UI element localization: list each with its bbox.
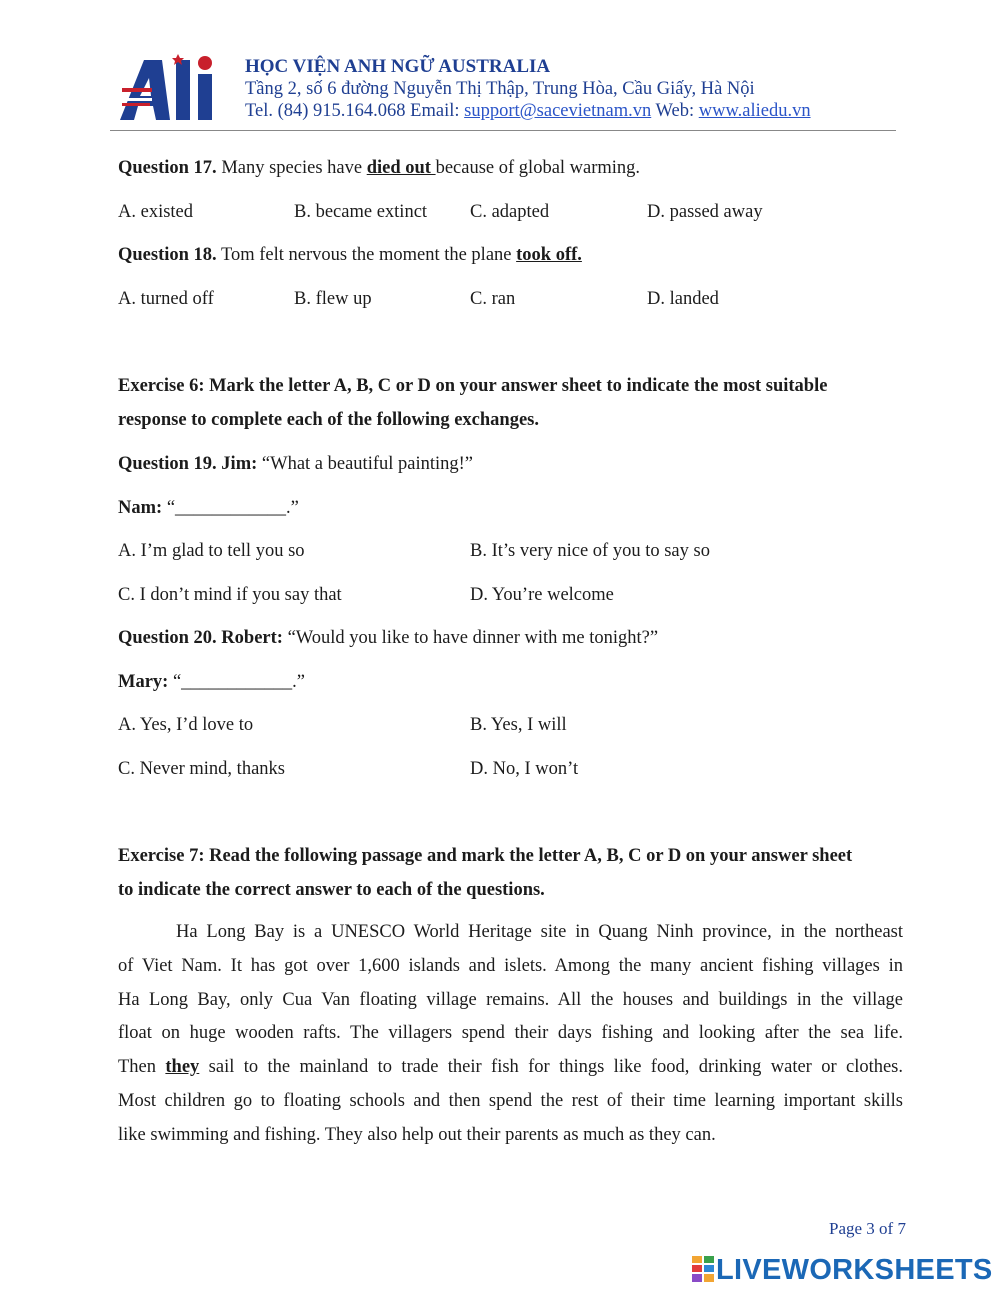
liveworksheets-brand: LIVEWORKSHEETS bbox=[716, 1254, 993, 1286]
q18-option-b[interactable]: B. flew up bbox=[294, 289, 372, 309]
passage-line-1: Ha Long Bay is a UNESCO World Heritage site in Quang Ninh province, in the northeast bbox=[176, 922, 903, 942]
question-18 bbox=[118, 243, 582, 267]
logo bbox=[118, 50, 223, 125]
page-number: Page 3 of 7 bbox=[829, 1219, 906, 1238]
q20-option-b[interactable]: B. Yes, I will bbox=[470, 715, 567, 735]
question-19-reply bbox=[118, 496, 299, 520]
question-20-label: Question 20. Robert: bbox=[118, 628, 283, 648]
tel-label: Tel. (84) 915.164.068 Email: bbox=[245, 101, 465, 121]
q20-option-c[interactable]: C. Never mind, thanks bbox=[118, 759, 285, 779]
passage-line-5-end: sail to the mainland to trade their fish for things like food, drinking water or clothes. bbox=[199, 1057, 904, 1078]
q17-option-d[interactable]: D. passed away bbox=[647, 202, 763, 222]
q18-option-a[interactable]: A. turned off bbox=[118, 289, 214, 309]
question-20-blank: “____________.” bbox=[168, 672, 306, 692]
passage-line-7: like swimming and fishing. They also help out their parents as much as they can. bbox=[118, 1124, 716, 1145]
institute-address: Tầng 2, số 6 đường Nguyễn Thị Thập, Trung Hòa, Cầu Giấy, Hà Nội bbox=[245, 79, 755, 99]
question-19-text: “What a beautiful painting!” bbox=[257, 454, 474, 474]
question-19 bbox=[118, 452, 473, 476]
q19-option-b[interactable]: B. It’s very nice of you to say so bbox=[470, 541, 710, 561]
q19-option-c[interactable]: C. I don’t mind if you say that bbox=[118, 585, 342, 605]
passage-line-3: Ha Long Bay, only Cua Van floating village remains. All the houses and buildings in the village bbox=[118, 989, 903, 1010]
passage-line-4: float on huge wooden rafts. The villagers spend their days fishing and looking after the sea life. bbox=[118, 1023, 903, 1044]
header-divider bbox=[110, 130, 896, 131]
question-18-text: Tom felt nervous the moment the plane bbox=[216, 245, 517, 265]
question-17 bbox=[118, 156, 640, 180]
web-link[interactable]: www.aliedu.vn bbox=[698, 101, 811, 121]
q17-option-c[interactable]: C. adapted bbox=[470, 202, 550, 222]
passage-line-6: Most children go to floating schools and then spend the rest of their time learning important skills bbox=[118, 1090, 903, 1111]
question-17-text: Many species have bbox=[216, 158, 367, 178]
q18-option-c[interactable]: C. ran bbox=[470, 289, 516, 309]
exercise-7-heading-line1: Exercise 7: Read the following passage and mark the letter A, B, C or D on your answer sheet bbox=[118, 846, 853, 866]
question-20 bbox=[118, 626, 658, 650]
web-label: Web: bbox=[651, 101, 699, 121]
passage-line-5-start: Then bbox=[118, 1057, 166, 1078]
institute-name: HỌC VIỆN ANH NGỮ AUSTRALIA bbox=[245, 56, 551, 77]
question-17-text-after: because of global warming. bbox=[435, 158, 641, 178]
question-19-label: Question 19. Jim: bbox=[118, 454, 258, 474]
reading-passage bbox=[118, 916, 903, 1153]
liveworksheets-icon bbox=[692, 1256, 714, 1282]
question-17-label: Question 17. bbox=[118, 158, 217, 178]
email-link[interactable]: support@sacevietnam.vn bbox=[464, 101, 652, 121]
exercise-6-heading-line1: Exercise 6: Mark the letter A, B, C or D on your answer sheet to indicate the most suitable bbox=[118, 376, 828, 396]
ali-logo-icon bbox=[118, 50, 223, 125]
passage-line-5 bbox=[118, 1051, 903, 1085]
question-18-label: Question 18. bbox=[118, 245, 217, 265]
contact-line bbox=[245, 101, 811, 122]
question-20-reply bbox=[118, 670, 305, 694]
question-17-underlined: died out bbox=[366, 158, 436, 178]
passage-line-2: of Viet Nam. It has got over 1,600 islands and islets. Among the many ancient fishing villages in bbox=[118, 955, 903, 976]
q19-option-a[interactable]: A. I’m glad to tell you so bbox=[118, 541, 305, 561]
q18-option-d[interactable]: D. landed bbox=[647, 289, 719, 309]
exercise-6-heading-line2: response to complete each of the following exchanges. bbox=[118, 410, 539, 430]
passage-underlined-word: they bbox=[165, 1057, 200, 1078]
q20-option-d[interactable]: D. No, I won’t bbox=[470, 759, 579, 779]
q17-option-b[interactable]: B. became extinct bbox=[294, 202, 428, 222]
q17-option-a[interactable]: A. existed bbox=[118, 202, 194, 222]
question-19-blank: “____________.” bbox=[162, 498, 299, 518]
question-19-speaker: Nam: bbox=[118, 498, 163, 518]
q19-option-d[interactable]: D. You’re welcome bbox=[470, 585, 614, 605]
question-18-underlined: took off. bbox=[516, 245, 582, 265]
exercise-7-heading-line2: to indicate the correct answer to each of the questions. bbox=[118, 880, 545, 900]
question-20-text: “Would you like to have dinner with me tonight?” bbox=[282, 628, 659, 648]
question-20-speaker: Mary: bbox=[118, 672, 169, 692]
q20-option-a[interactable]: A. Yes, I’d love to bbox=[118, 715, 254, 735]
